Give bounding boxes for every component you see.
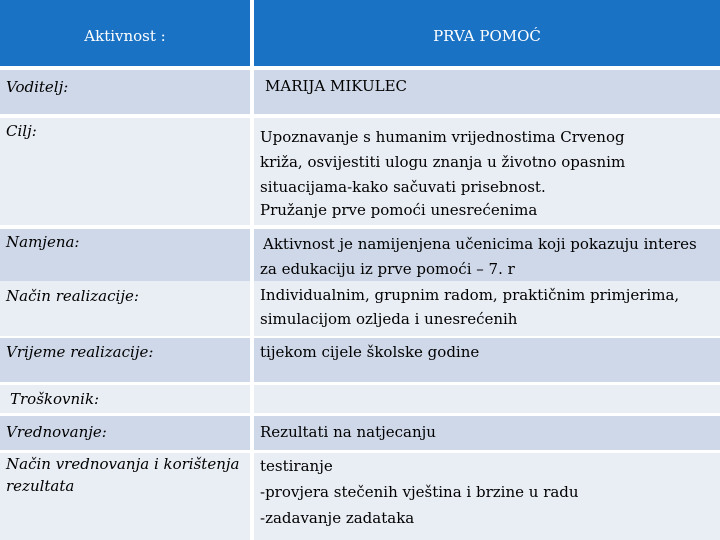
namjena-line: Aktivnost je namijenjena učenicima koji pokazuju interes — [263, 235, 697, 253]
vrijeme-label: Vrijeme realizacije: — [6, 343, 154, 361]
vrednovanje-label: Vrednovanje: — [6, 423, 107, 441]
nacin-vrednovanja-value-cell — [254, 453, 720, 540]
cilj-line: Pružanje prve pomoći unesrećenima — [260, 201, 538, 219]
vrednovanje-value-cell — [254, 416, 720, 450]
cilj-label: Cilj: — [6, 122, 37, 140]
vrijeme-value-cell — [254, 338, 720, 382]
header-left-cell — [0, 0, 250, 66]
header-activity-title: PRVA POMOĆ — [433, 27, 541, 45]
voditelj-value: MARIJA MIKULEC — [265, 77, 408, 95]
cilj-label-cell — [0, 118, 250, 225]
cilj-value-cell — [254, 118, 720, 225]
cilj-line: križa, osvijestiti ulogu znanja u životno opasnim — [260, 153, 626, 171]
nacin-vrednovanja-label-cell — [0, 453, 250, 540]
header-right-cell — [254, 0, 720, 66]
cilj-line: situacijama-kako sačuvati prisebnost. — [260, 178, 546, 196]
voditelj-label-cell — [0, 70, 250, 114]
nacin-value-cell — [254, 281, 720, 336]
voditelj-label: Voditelj: — [6, 78, 69, 96]
nacin-vrednovanja-label-line: Način vrednovanja i korištenja — [6, 455, 240, 473]
nacin-line: simulacijom ozljeda i unesrećenih — [260, 310, 518, 328]
vrijeme-value: tijekom cijele školske godine — [260, 343, 480, 361]
nacin-label: Način realizacije: — [6, 287, 139, 305]
header-activity-label: Aktivnost : — [84, 27, 166, 45]
nacin-label-cell — [0, 281, 250, 336]
vrednovanje-value: Rezultati na natjecanju — [260, 423, 436, 441]
troskovnik-label-cell — [0, 385, 250, 413]
nacin-vrednovanja-line: -zadavanje zadataka — [260, 509, 415, 527]
troskovnik-value-cell — [254, 385, 720, 413]
troskovnik-label: Troškovnik: — [10, 390, 100, 408]
nacin-line: Individualnim, grupnim radom, praktičnim primjerima, — [260, 286, 680, 304]
namjena-label-cell — [0, 229, 250, 281]
namjena-value-cell — [254, 229, 720, 281]
vrijeme-label-cell — [0, 338, 250, 382]
cilj-line: Upoznavanje s humanim vrijednostima Crvenog — [260, 128, 625, 146]
voditelj-value-cell — [254, 70, 720, 114]
nacin-vrednovanja-line: -provjera stečenih vještina i brzine u radu — [260, 483, 579, 501]
namjena-line: za edukaciju iz prve pomoći – 7. r — [260, 260, 515, 278]
vrednovanje-label-cell — [0, 416, 250, 450]
nacin-vrednovanja-line: testiranje — [260, 457, 333, 475]
nacin-vrednovanja-label-line: rezultata — [6, 477, 75, 495]
namjena-label: Namjena: — [6, 233, 80, 251]
